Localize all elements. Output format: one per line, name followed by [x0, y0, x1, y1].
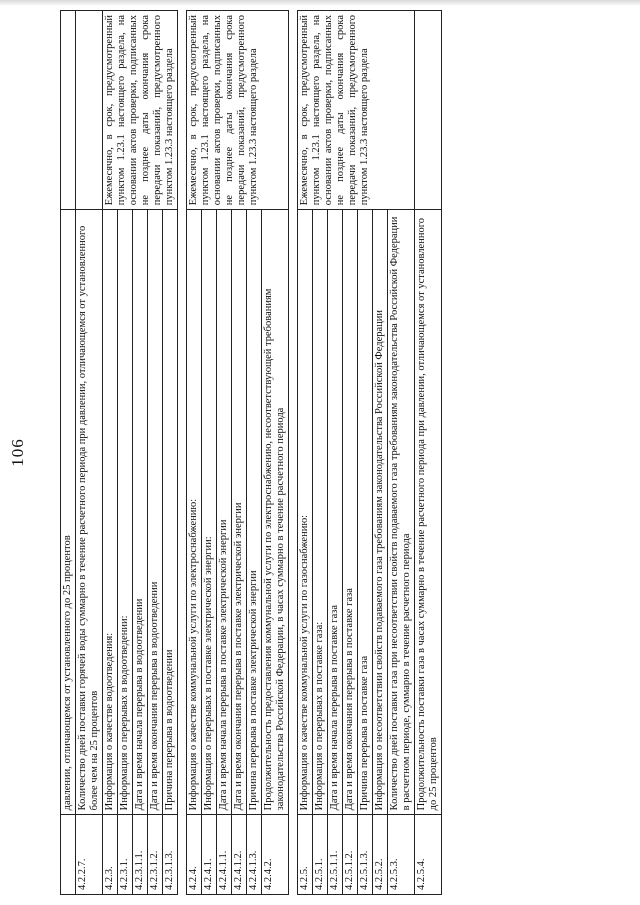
item-parameter: Информация о качестве водоотведения:	[103, 210, 118, 815]
item-parameter: давлении, отличающемся от установленного до 25 процентов	[61, 210, 76, 815]
item-number: 4.2.5.1.3.	[358, 815, 373, 895]
item-number: 4.2.4.	[187, 815, 202, 895]
section-gap	[178, 11, 187, 895]
item-period: Ежемесячно, в срок, предусмотренный пунктом 1.23.1 настоящего раздела, на основании актов проверки, подписанных не позднее даты окончания срока передачи показаний, предусмотренного пунктом 1.23.3 настоящего раздела	[298, 11, 415, 210]
item-number: 4.2.3.1.3.	[163, 815, 178, 895]
item-number: 4.2.5.2.	[373, 815, 388, 895]
item-period	[415, 11, 442, 210]
table-row	[187, 11, 202, 895]
item-parameter: Информация о качестве коммунальной услуги по газоснабжению:	[298, 210, 313, 815]
section-gap	[289, 11, 298, 895]
item-parameter: Причина перерыва в водоотведении	[163, 210, 178, 815]
table-row	[415, 11, 442, 895]
item-number: 4.2.4.1.2.	[232, 815, 247, 895]
item-parameter: Причина перерыва в поставке газа	[358, 210, 373, 815]
item-parameter: Продолжительность предоставления коммунальной услуги по электроснабжению, несоответствующей требованиям законодательства Российской Федерации, в часах суммарно в течение расчетного периода	[262, 210, 289, 815]
item-period: Ежемесячно, в срок, предусмотренный пунктом 1.23.1 настоящего раздела, на основании актов проверки, подписанных не позднее даты окончания срока передачи показаний, предусмотренного пунктом 1.23.3 настоящего раздела	[187, 11, 289, 210]
item-number: 4.2.5.3.	[388, 815, 415, 895]
item-number: 4.2.2.7.	[76, 815, 103, 895]
item-period	[61, 11, 76, 210]
item-parameter: Информация о перерывах в поставке газа:	[313, 210, 328, 815]
item-number: 4.2.5.1.	[313, 815, 328, 895]
item-number	[61, 815, 76, 895]
item-parameter: Продолжительность поставки газа в часах суммарно в течение расчетного периода при давлении, отличающемся от установленного до 25 процентов	[415, 210, 442, 815]
item-parameter: Информация о перерывах в водоотведении:	[118, 210, 133, 815]
item-parameter: Причина перерыва в поставке электрической энергии	[247, 210, 262, 815]
item-period: Ежемесячно, в срок, предусмотренный пунктом 1.23.1 настоящего раздела, на основании актов проверки, подписанных не позднее даты окончания срока передачи показаний, предусмотренного пунктом 1.23.3 настоящего раздела	[103, 11, 178, 210]
item-number: 4.2.3.1.1.	[133, 815, 148, 895]
item-number: 4.2.5.1.1.	[328, 815, 343, 895]
item-parameter: Информация о перерывах в поставке электрической энергии:	[202, 210, 217, 815]
item-number: 4.2.3.1.	[118, 815, 133, 895]
item-number: 4.2.5.	[298, 815, 313, 895]
item-parameter: Дата и время окончания перерыва в поставке электрической энергии	[232, 210, 247, 815]
item-number: 4.2.4.1.1.	[217, 815, 232, 895]
item-number: 4.2.5.4.	[415, 815, 442, 895]
item-parameter: Информация о качестве коммунальной услуги по электроснабжению:	[187, 210, 202, 815]
table-row	[103, 11, 118, 895]
page-number: 106	[8, 438, 27, 467]
item-number: 4.2.5.1.2.	[343, 815, 358, 895]
item-number: 4.2.4.2.	[262, 815, 289, 895]
item-number: 4.2.3.	[103, 815, 118, 895]
item-parameter: Информация о несоответствии свойств подаваемого газа требованиям законодательства Российской Федерации	[373, 210, 388, 815]
item-parameter: Количество дней поставки газа при несоответствии свойств подаваемого газа требованиям законодательства Российской Федерации в расчетном периоде, суммарно в течение расчетного периода	[388, 210, 415, 815]
item-parameter: Дата и время окончания перерыва в водоотведении	[148, 210, 163, 815]
item-number: 4.2.3.1.2.	[148, 815, 163, 895]
item-parameter: Количество дней поставки горячей воды суммарно в течение расчетного периода при давлении, отличающемся от установленного более чем на 25 процентов	[76, 210, 103, 815]
scan-edge-shadow	[0, 0, 640, 6]
table-row	[76, 11, 103, 895]
item-parameter: Дата и время начала перерыва в поставке электрической энергии	[217, 210, 232, 815]
item-parameter: Дата и время начала перерыва в поставке газа	[328, 210, 343, 815]
table-row	[298, 11, 313, 895]
item-number: 4.2.4.1.3.	[247, 815, 262, 895]
item-number: 4.2.4.1.	[202, 815, 217, 895]
item-parameter: Дата и время окончания перерыва в поставке газа	[343, 210, 358, 815]
requirements-table	[60, 10, 442, 895]
item-parameter: Дата и время начала перерыва в водоотведении	[133, 210, 148, 815]
table-row	[61, 11, 76, 895]
item-period	[76, 11, 103, 210]
